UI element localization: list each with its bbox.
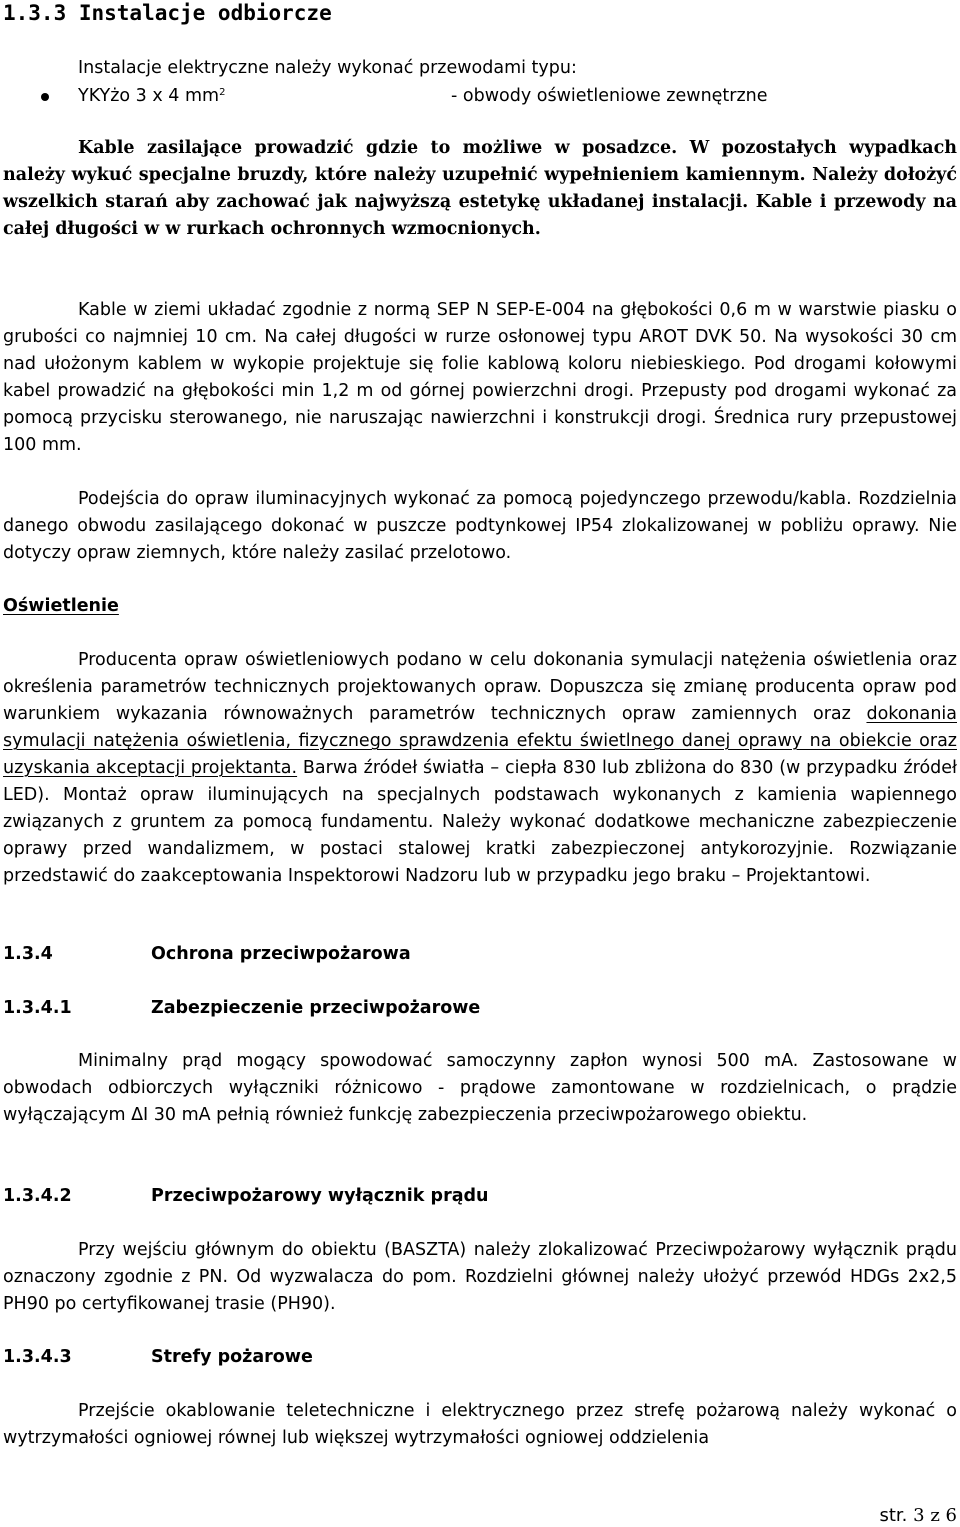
paragraph-fire-zones: Przejście okablowanie teletechniczne i elektrycznego przez strefę pożarową należy wykonać o wytrzymałości ogniowej równej lub większej wytrzymałości ogniowej oddzielenia <box>3 1401 957 1448</box>
footer-prefix: str. <box>879 1505 908 1526</box>
section-number: 1.3.4 <box>3 944 53 964</box>
paragraph-ground-cables: Kable w ziemi układać zgodnie z normą SEP N SEP-E-004 na głębokości 0,6 m w warstwie piasku o grubości co najmniej 10 cm. Na całej długości w rurze osłonowej typu AROT DVK 50. Na wysokości 30 cm nad ułożonym kablem w wykopie projektuje się folie kablową koloru niebieskiego. Pod drogami kołowymi kabel prowadzić na głębokości min 1,2 m od górnej powierzchni drogi. Przepusty pod drogami wykonać za pomocą przycisku sterowanego, nie naruszając nawierzchni i konstrukcji drogi. Średnica rury przepustowej 100 mm. <box>3 300 957 455</box>
paragraph-fire-protection: Minimalny prąd mogący spowodować samoczynny zapłon wynosi 500 mA. Zastosowane w obwodach odbiorczych wyłączniki różnicowo - prądowe zamontowane w rozdzielnicach, o prądzie wyłączającym ΔI 30 mA pełnią również funkcję zabezpieczenia przeciwpożarowego obiektu. <box>3 1051 957 1125</box>
lighting-heading: Oświetlenie <box>3 596 119 616</box>
cable-superscript: 2 <box>219 87 226 98</box>
footer-of: z <box>930 1505 940 1526</box>
section-heading-1-3-4 <box>3 941 411 968</box>
section-number: 1.3.4.2 <box>3 1186 72 1206</box>
section-title: Zabezpieczenie przeciwpożarowe <box>151 998 481 1018</box>
paragraph-approach: Podejścia do opraw iluminacyjnych wykonać za pomocą pojedynczego przewodu/kabla. Rozdzielnia danego obwodu zasilającego dokonać w puszcze podtynkowej IP54 zlokalizowanej w pobliżu oprawy. Nie dotyczy opraw ziemnych, które należy zasilać przelotowo. <box>3 489 957 563</box>
section-number: 1.3.4.3 <box>3 1347 72 1367</box>
section-heading-1-3-4-1 <box>3 995 480 1022</box>
lighting-text-before: Producenta opraw oświetleniowych podano w celu dokonania symulacji natężenia oświetlenia oraz określenia parametrów technicznych projektowanych opraw. Dopuszcza się zmianę producenta opraw pod warunkiem wykazania równoważnych parametrów technicznych opraw zamiennych oraz <box>3 650 957 724</box>
footer-page-number: 3 <box>913 1505 925 1526</box>
section-title: Ochrona przeciwpożarowa <box>151 944 411 964</box>
page-footer <box>880 1505 958 1527</box>
footer-total-pages: 6 <box>945 1505 957 1526</box>
intro-text: Instalacje elektryczne należy wykonać przewodami typu: <box>78 58 577 78</box>
cable-type <box>78 83 225 110</box>
lighting-text-underlined: dokonania symulacji natężenia oświetlenia, fizycznego sprawdzenia efektu świetlnego danej oprawy na obiekcie oraz uzyskania akceptacji projektanta. <box>3 704 957 778</box>
section-title: Przeciwpożarowy wyłącznik prądu <box>151 1186 489 1206</box>
section-number: 1.3.4.1 <box>3 998 72 1018</box>
lighting-text-after: Barwa źródeł światła – ciepła 830 lub zbliżona do 830 (w przypadku źródeł LED). Montaż opraw iluminujących na specjalnych podstawach wykonanych z kamienia wapiennego związanych z gruntem za pomocą fundamentu. Należy wykonać dodatkowe mechaniczne zabezpieczenie oprawy przed wandalizmem, w postaci stalowej kratki zabezpieczonej antykorozyjnie. Rozwiązanie przedstawić do zaakceptowania Inspektorowi Nadzoru lub w przypadku jego braku – Projektantowi. <box>3 758 958 886</box>
section-heading-1-3-4-2 <box>3 1183 489 1210</box>
cable-type-text: YKYżo 3 x 4 mm <box>78 86 220 106</box>
section-heading-1-3-4-3 <box>3 1344 313 1371</box>
paragraph-fire-switch: Przy wejściu głównym do obiektu (BASZTA) należy zlokalizować Przeciwpożarowy wyłącznik prądu oznaczony zgodnie z PN. Od wyzwalacza do pom. Rozdzielni głównej należy ułożyć przewód HDGs 2x2,5 PH90 po certyfikowanej trasie (PH90). <box>3 1240 957 1314</box>
cable-description: - obwody oświetleniowe zewnętrzne <box>451 86 768 106</box>
bold-paragraph-cables: Kable zasilające prowadzić gdzie to możliwe w posadzce. W pozostałych wypadkach należy wykuć specjalne bruzdy, które należy uzupełnić wypełnieniem kamiennym. Należy dołożyć wszelkich starań aby zachować jak najwyższą estetykę układanej instalacji. Kable i przewody na całej długości w w rurkach ochronnych wzmocnionych. <box>3 138 957 239</box>
bullet-icon <box>41 93 49 101</box>
bullet-list-item <box>3 83 957 110</box>
section-heading-1-3-3: 1.3.3 Instalacje odbiorcze <box>3 1 332 25</box>
section-title: Strefy pożarowe <box>151 1347 313 1367</box>
lighting-paragraph <box>3 647 957 890</box>
